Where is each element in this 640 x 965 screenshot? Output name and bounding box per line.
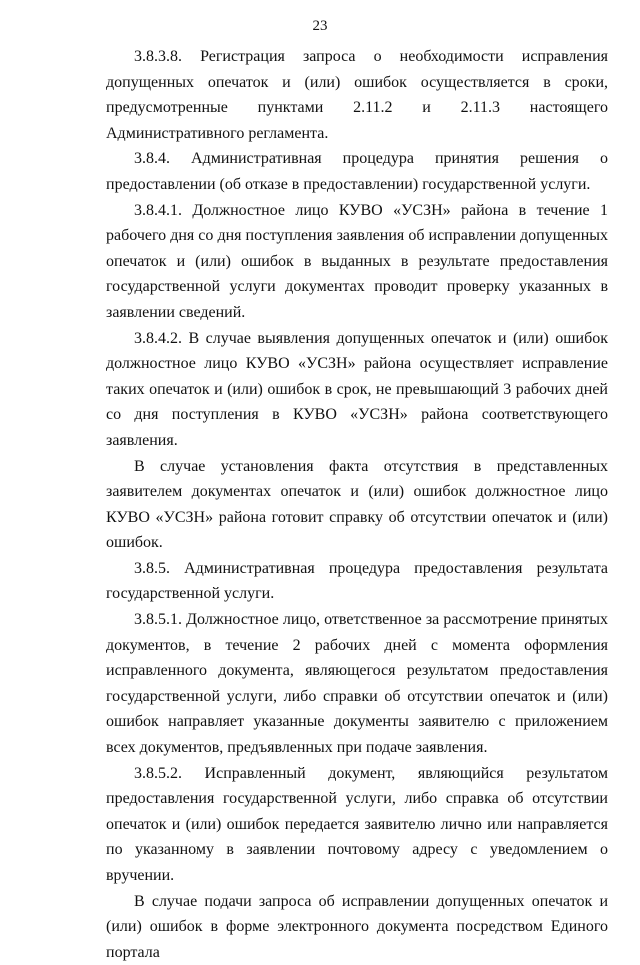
page-number: 23 xyxy=(312,18,328,34)
paragraph-3-8-5-1: 3.8.5.1. Должностное лицо, ответственное за рассмотрение принятых документов, в течение 2 рабочих дней с момента оформления исправленного документа, являющегося результатом предоставления государственной услуги, либо справки об отсутствии опечаток и (или) ошибок направляет указанные документы заявителю с приложением всех документов, предъявленных при подаче заявления. xyxy=(106,611,608,757)
paragraph-3-8-4-2: 3.8.4.2. В случае выявления допущенных опечаток и (или) ошибок должностное лицо КУВО «УСЗН» района осуществляет исправление таких опечаток и (или) ошибок в срок, не превышающий 3 рабочих дней со дня поступления в КУВО «УСЗН» района соответствующего заявления. xyxy=(106,329,608,449)
paragraph-3-8-5: 3.8.5. Административная процедура предоставления результата государственной услуги. xyxy=(106,559,608,603)
paragraph-3-8-3-8: 3.8.3.8. Регистрация запроса о необходимости исправления допущенных опечаток и (или) ошибок осуществляется в сроки, предусмотренные пунктами 2.11.2 и 2.11.3 настоящего Административного регламента. xyxy=(106,48,608,142)
document-body xyxy=(106,44,608,965)
paragraph-no-errors-case: В случае установления факта отсутствия в представленных заявителем документах опечаток и (или) ошибок должностное лицо КУВО «УСЗН» района готовит справку об отсутствии опечаток и (или) ошибок. xyxy=(106,457,608,552)
paragraph-electronic-request: В случае подачи запроса об исправлении допущенных опечаток и (или) ошибок в форме электронного документа посредством Единого портала xyxy=(106,892,608,961)
paragraph-3-8-4-1: 3.8.4.1. Должностное лицо КУВО «УСЗН» района в течение 1 рабочего дня со дня поступления заявления об исправлении допущенных опечаток и (или) ошибок в выданных в результате предоставления государственной услуги документах проводит проверку указанных в заявлении сведений. xyxy=(106,201,608,321)
paragraph-3-8-4: 3.8.4. Административная процедура принятия решения о предоставлении (об отказе в предоставлении) государственной услуги. xyxy=(106,150,608,193)
paragraph-3-8-5-2: 3.8.5.2. Исправленный документ, являющийся результатом предоставления государственной услуги, либо справка об отсутствии опечаток и (или) ошибок передается заявителю лично или направляется по указанному в заявлении почтовому адресу с уведомлением о вручении. xyxy=(106,764,608,884)
